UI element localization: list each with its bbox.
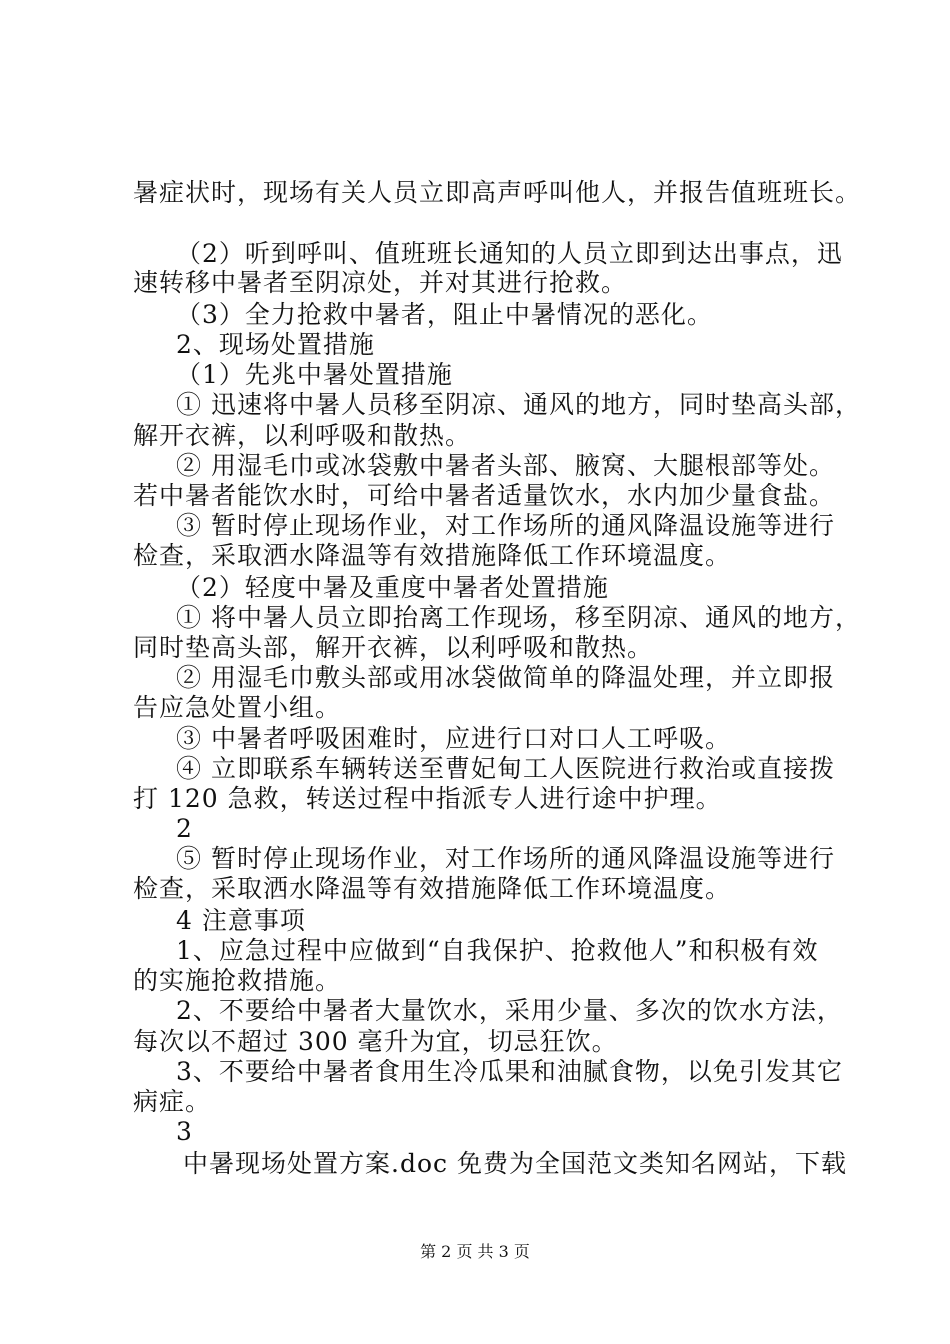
text-line: 同时垫高头部，解开衣裤，以利呼吸和散热。 bbox=[133, 633, 654, 662]
text-line: （2）听到呼叫、值班班长通知的人员立即到达出事点，迅 bbox=[176, 239, 843, 268]
text-line: ③ 暂时停止现场作业，对工作场所的通风降温设施等进行 bbox=[176, 511, 835, 540]
text-line: 打 120 急救，转送过程中指派专人进行途中护理。 bbox=[133, 784, 722, 813]
text-line: ② 用湿毛巾敷头部或用冰袋做简单的降温处理，并立即报 bbox=[176, 663, 835, 692]
text-line: 每次以不超过 300 毫升为宜，切忌狂饮。 bbox=[133, 1027, 618, 1056]
text-line: 2、不要给中暑者大量饮水，采用少量、多次的饮水方法， bbox=[176, 996, 843, 1025]
page-footer: 第 2 页 共 3 页 bbox=[420, 1242, 530, 1261]
subsection-heading: （2）轻度中暑及重度中暑者处置措施 bbox=[176, 573, 609, 602]
section-heading: 2、现场处置措施 bbox=[176, 330, 375, 359]
text-line: 检查，采取洒水降温等有效措施降低工作环境温度。 bbox=[133, 541, 732, 570]
section-heading: 4 注意事项 bbox=[176, 906, 306, 935]
text-line: ① 迅速将中暑人员移至阴凉、通风的地方，同时垫高头部， bbox=[176, 390, 861, 419]
text-line: 中暑现场处置方案.doc 免费为全国范文类知名网站，下载 bbox=[183, 1149, 847, 1178]
text-line: ① 将中暑人员立即抬离工作现场，移至阴凉、通风的地方， bbox=[176, 603, 861, 632]
text-line: 的实施抢救措施。 bbox=[133, 966, 342, 995]
subsection-heading: （1）先兆中暑处置措施 bbox=[176, 360, 453, 389]
text-line: 解开衣裤，以利呼吸和散热。 bbox=[133, 421, 472, 450]
text-line: 暑症状时，现场有关人员立即高声呼叫他人，并报告值班班长。 bbox=[133, 178, 862, 207]
text-line: 病症。 bbox=[133, 1087, 212, 1116]
text-line: ④ 立即联系车辆转送至曹妃甸工人医院进行救治或直接拨 bbox=[176, 754, 835, 783]
page-number-marker: 2 bbox=[176, 814, 193, 843]
text-line: 1、应急过程中应做到“自我保护、抢救他人”和积极有效 bbox=[176, 936, 819, 965]
text-line: （3）全力抢救中暑者，阻止中暑情况的恶化。 bbox=[176, 300, 713, 329]
text-line: ③ 中暑者呼吸困难时，应进行口对口人工呼吸。 bbox=[176, 724, 731, 753]
text-line: ② 用湿毛巾或冰袋敷中暑者头部、腋窝、大腿根部等处。 bbox=[176, 451, 835, 480]
text-line: 检查，采取洒水降温等有效措施降低工作环境温度。 bbox=[133, 874, 732, 903]
text-line: ⑤ 暂时停止现场作业，对工作场所的通风降温设施等进行 bbox=[176, 844, 835, 873]
text-line: 速转移中暑者至阴凉处，并对其进行抢救。 bbox=[133, 268, 628, 297]
text-line: 若中暑者能饮水时，可给中暑者适量饮水，水内加少量食盐。 bbox=[133, 481, 836, 510]
text-line: 3、不要给中暑者食用生冷瓜果和油腻食物，以免引发其它 bbox=[176, 1057, 843, 1086]
page-number-marker: 3 bbox=[176, 1117, 193, 1146]
text-line: 告应急处置小组。 bbox=[133, 693, 342, 722]
